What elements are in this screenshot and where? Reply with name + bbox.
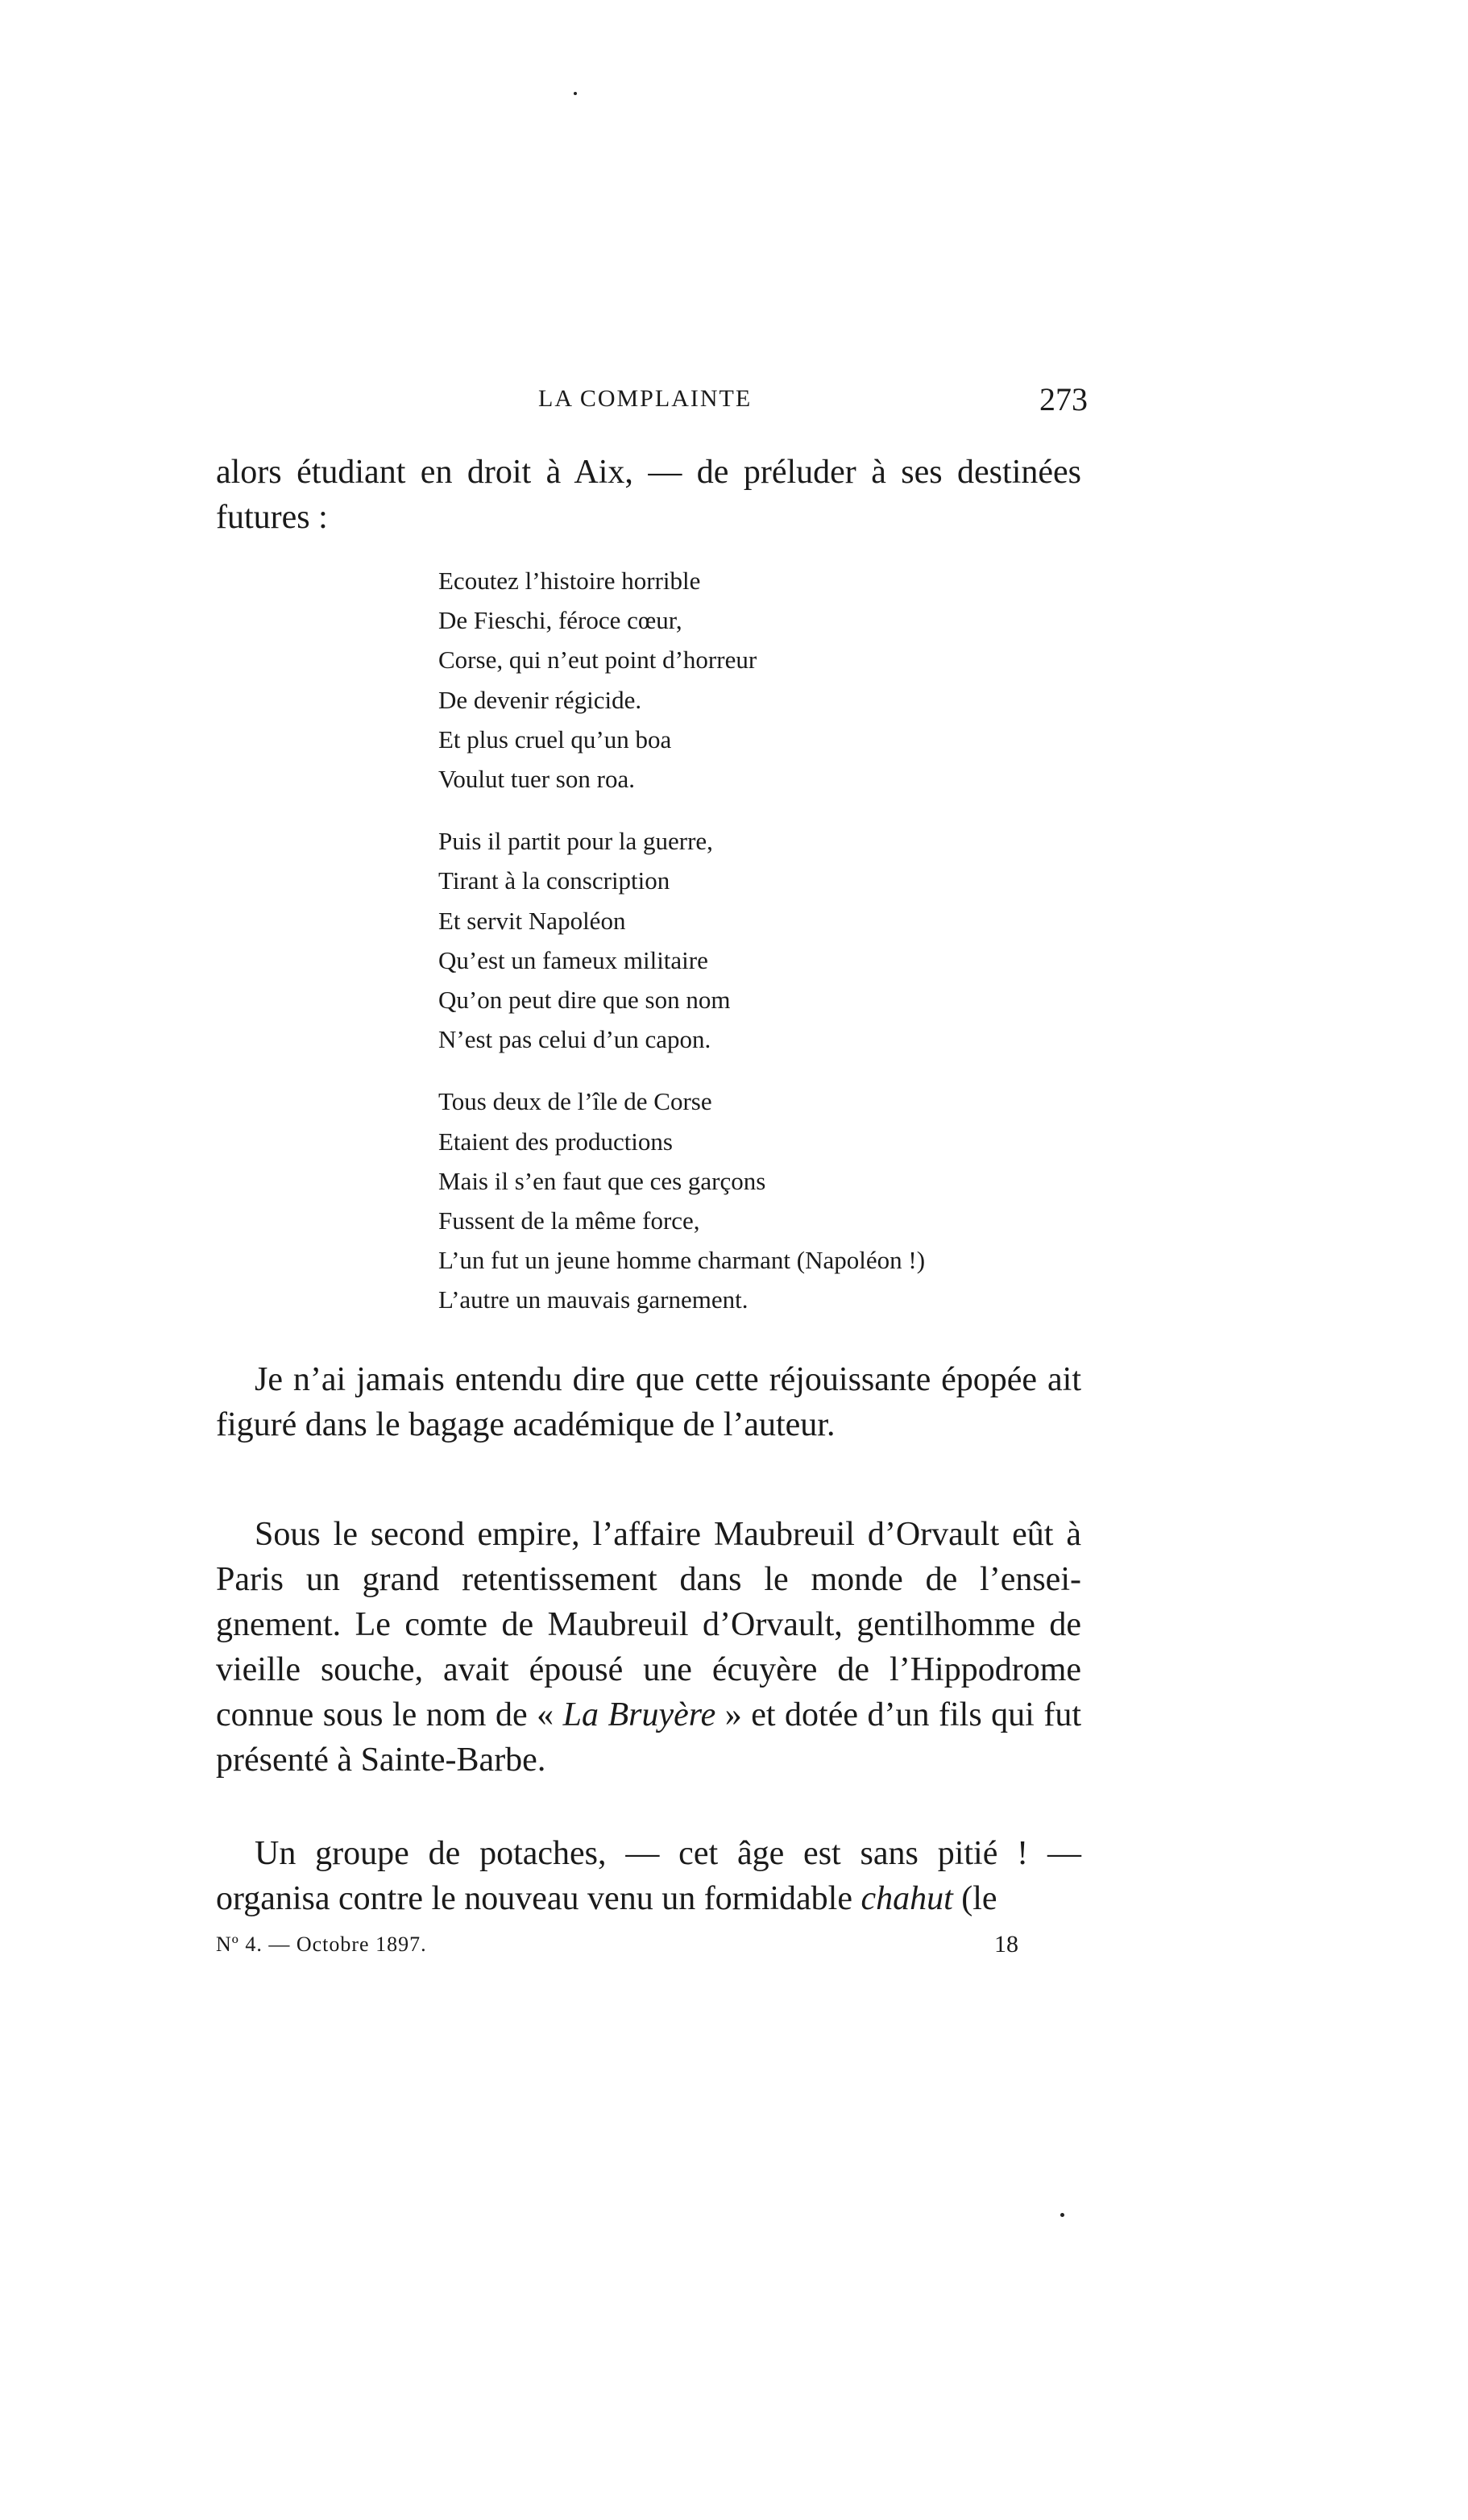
- page-number: 273: [1039, 381, 1088, 417]
- paragraph-text: » et dotée d’un fils qui fut présenté à Sainte-Barbe.: [216, 1696, 1082, 1779]
- paragraph-text: (le: [952, 1880, 997, 1917]
- intro-line-1: alors étudiant en droit à Aix, — de préluder à ses destinées: [216, 454, 1081, 491]
- verse-line: Fussent de la même force,: [438, 1206, 700, 1235]
- signature-mark: 18: [994, 1931, 1018, 1957]
- stanza-3: [438, 1081, 925, 1319]
- issue-line: Nº 4. — Octobre 1897.: [216, 1933, 427, 1956]
- verse-line: De devenir régicide.: [438, 685, 642, 714]
- verse-line: Qu’on peut dire que son nom: [438, 986, 731, 1015]
- paragraph-text: Sous le second empire, l’affaire Maubreuil d’Orvault eût à Paris un grand retentissement dans le monde de l’enseignement. Le comte de Maubreuil d’Orvault, gentilhomme de vieille souche, avait épousé une écuyère de l’Hippodrome connue sous le nom de «: [216, 1516, 1081, 1733]
- italic-word: chahut: [860, 1880, 953, 1917]
- verse-line: Corse, qui n’eut point d’horreur: [438, 646, 757, 675]
- page-footer: [216, 1933, 1022, 1965]
- verse-line: L’un fut un jeune homme charmant (Napoléon !): [438, 1246, 926, 1275]
- verse-line: Tirant à la conscription: [438, 866, 670, 895]
- paragraph-epopee: Je n’ai jamais entendu dire que cette réjouissante épopée ait figuré dans le bagage académique de l’auteur.: [216, 1361, 1081, 1443]
- intro-line-2: futures :: [216, 499, 328, 536]
- stanza-2: [438, 821, 925, 1059]
- complainte-verses: [438, 561, 925, 1320]
- paragraph-text: Un groupe de potaches, — cet âge est sans pitié ! — organisa contre le nouveau venu un formidable: [216, 1835, 1081, 1917]
- verse-line: Et servit Napoléon: [438, 906, 626, 935]
- ink-speck: [574, 92, 577, 95]
- verse-line: Voulut tuer son roa.: [438, 765, 635, 794]
- italic-name: La Bruyère: [562, 1696, 716, 1733]
- ink-speck: [1060, 2213, 1064, 2217]
- paragraph-maubreuil: [216, 1512, 1081, 1783]
- verse-line: De Fieschi, féroce cœur,: [438, 606, 682, 635]
- verse-line: Qu’est un fameux militaire: [438, 945, 708, 974]
- verse-line: N’est pas celui d’un capon.: [438, 1025, 711, 1054]
- verse-line: Etaient des productions: [438, 1127, 673, 1156]
- verse-line: Tous deux de l’île de Corse: [438, 1087, 712, 1116]
- verse-line: Puis il partit pour la guerre,: [438, 827, 713, 856]
- verse-line: L’autre un mauvais garnement.: [438, 1285, 749, 1314]
- running-title: LA COMPLAINTE: [538, 385, 753, 412]
- stanza-1: [438, 561, 925, 799]
- verse-line: Et plus cruel qu’un boa: [438, 724, 672, 754]
- verse-line: Ecoutez l’histoire horrible: [438, 567, 701, 595]
- paragraph-potaches: [216, 1831, 1081, 1921]
- page-header: [218, 381, 1088, 426]
- intro-paragraph: [216, 450, 1081, 540]
- verse-line: Mais il s’en faut que ces garçons: [438, 1166, 766, 1195]
